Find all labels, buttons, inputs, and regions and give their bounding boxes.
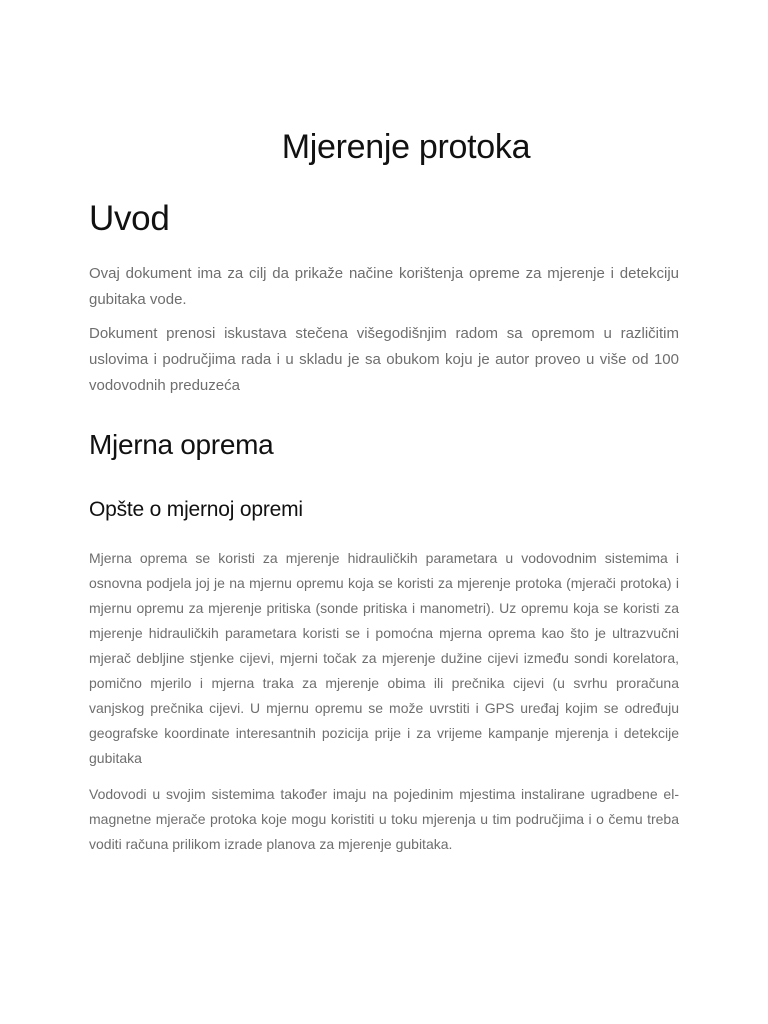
subsection-heading-opste: Opšte o mjernoj opremi (89, 498, 303, 521)
paragraph-equipment-1: Mjerna oprema se koristi za mjerenje hidrauličkih parametara u vodovodnim sistemima i osnovna podjela joj je na mjernu opremu koja se koristi za mjerenje protoka (mjerači protoka) i mjernu opremu za mjerenje pritiska (sonde pritiska i manometri). Uz opremu koja se koristi za mjerenje hidrauličkih parametara koristi se i pomoćna mjerna oprema kao što je ultrazvučni mjerač debljine stjenke cijevi, mjerni točak za mjerenje dužine cijevi između sondi korelatora, pomično mjerilo i mjerna traka za mjerenje obima ili prečnika cijevi (u svrhu proračuna vanjskog prečnika cijevi. U mjernu opremu se može uvrstiti i GPS uređaj kojim se određuju geografske koordinate interesantnih pozicija prije i za vrijeme kampanje mjerenja i detekcije gubitaka (89, 550, 679, 766)
paragraph-equipment-2: Vodovodi u svojim sistemima također imaju na pojedinim mjestima instalirane ugradbene el-magnetne mjerače protoka koje mogu koristiti u toku mjerenja u tim područjima i o čemu treba voditi računa prilikom izrade planova za mjerenje gubitaka. (89, 786, 679, 852)
paragraph-intro-2: Dokument prenosi iskustava stečena višegodišnjim radom sa opremom u različitim uslovima i područjima rada i u skladu je sa obukom koju je autor proveo u više od 100 vodovodnih preduzeća (89, 325, 679, 394)
document-title: Mjerenje protoka (281, 128, 531, 166)
paragraph-intro-1: Ovaj dokument ima za cilj da prikaže načine korištenja opreme za mjerenje i detekciju gubitaka vode. (89, 265, 679, 308)
section-heading-uvod: Uvod (89, 199, 170, 238)
section-heading-mjerna-oprema: Mjerna oprema (89, 429, 274, 460)
